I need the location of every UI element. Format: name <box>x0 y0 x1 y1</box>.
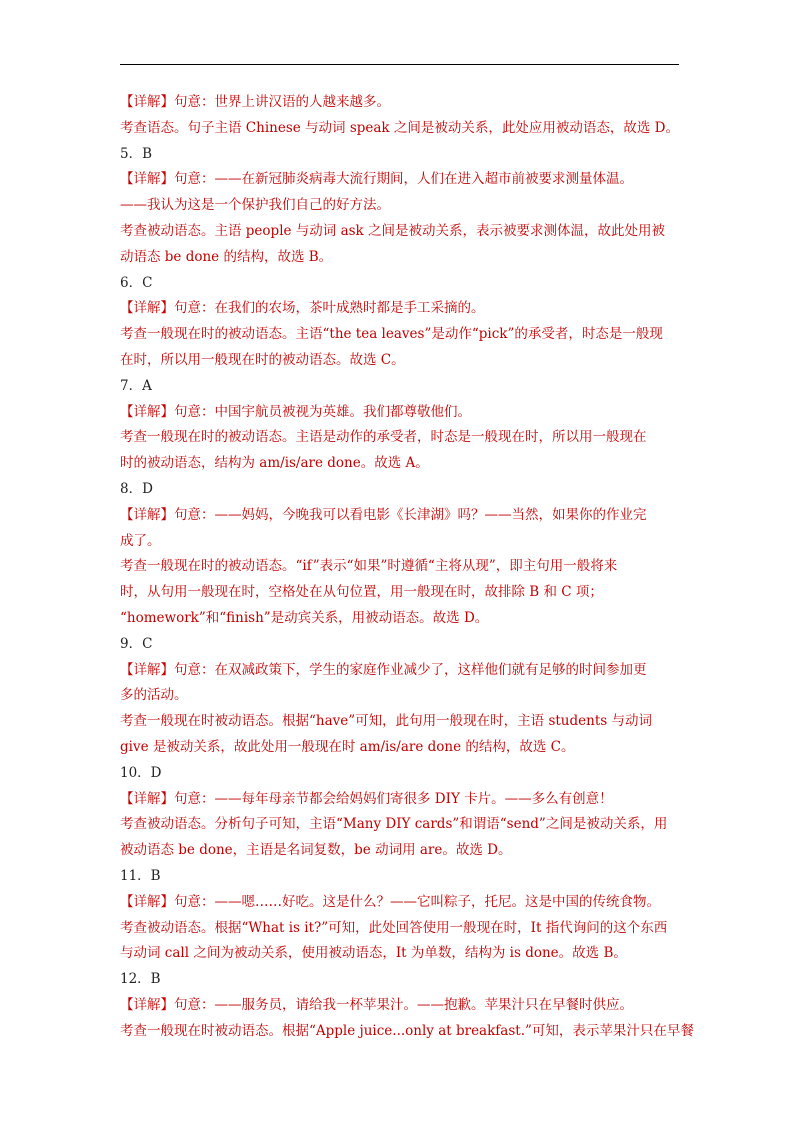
answer-explanation-line: 【详解】句意：——嗯……好吃。这是什么？——它叫粽子，托尼。这是中国的传统食物。 <box>120 893 660 910</box>
question-number: 12．B <box>120 971 161 988</box>
question-number: 5．B <box>120 145 153 162</box>
answer-explanation-line: 【详解】句意：——在新冠肺炎病毒大流行期间，人们在进入超市前被要求测量体温。 <box>120 171 633 188</box>
answer-explanation-line: 考查一般现在时的被动语态。主语“the tea leaves”是动作“pick”的承受者，时态是一般现 <box>120 326 663 343</box>
answer-explanation-line: 考查一般现在时的被动语态。“if”表示“如果”时遵循“主将从现”，即主句用一般将来 <box>120 558 618 575</box>
header-rule <box>120 64 679 65</box>
answer-explanation-line: 考查被动语态。主语 people 与动词 ask 之间是被动关系，表示被要求测体温，故此处用被 <box>120 222 666 239</box>
answer-explanation-line: “homework”和“finish”是动宾关系，用被动语态。故选 D。 <box>120 609 489 626</box>
question-number: 8．D <box>120 480 153 497</box>
answer-explanation-line: 在时，所以用一般现在时的被动语态。故选 C。 <box>120 351 405 368</box>
answer-explanation-line: 成了。 <box>120 532 161 549</box>
answer-explanation-line: ——我认为这是一个保护我们自己的好方法。 <box>120 197 390 214</box>
answer-explanation-line: 【详解】句意：——每年母亲节都会给妈妈们寄很多 DIY 卡片。——多么有创意！ <box>120 790 613 807</box>
question-number: 11．B <box>120 867 161 884</box>
answer-explanation-line: 【详解】句意：——服务员，请给我一杯苹果汁。——抱歉。苹果汁只在早餐时供应。 <box>120 996 633 1013</box>
answer-explanation-line: 与动词 call 之间为被动关系，使用被动语态，It 为单数，结构为 is done。故选 B。 <box>120 945 627 962</box>
answer-explanation-line: 考查一般现在时被动语态。根据“Apple juice...only at breakfast.”可知，表示苹果汁只在早餐 <box>120 1022 694 1039</box>
answer-explanation-line: 【详解】句意：在我们的农场，茶叶成熟时都是手工采摘的。 <box>120 300 485 317</box>
answer-explanation-line: 【详解】句意：中国宇航员被视为英雄。我们都尊敬他们。 <box>120 403 471 420</box>
question-number: 6．C <box>120 274 153 291</box>
answer-explanation-line: 考查语态。句子主语 Chinese 与动词 speak 之间是被动关系，此处应用被动语态，故选 D。 <box>120 119 680 136</box>
answer-explanation-line: 多的活动。 <box>120 687 188 704</box>
answer-explanation-line: 【详解】句意：——妈妈，今晚我可以看电影《长津湖》吗？——当然，如果你的作业完 <box>120 506 647 523</box>
answer-explanation-line: 考查被动语态。根据“What is it?”可知，此处回答使用一般现在时，It 指代询问的这个东西 <box>120 919 668 936</box>
answer-explanation-line: 动语态 be done 的结构，故选 B。 <box>120 248 333 265</box>
answer-explanation-line: 【详解】句意：世界上讲汉语的人越来越多。 <box>120 94 390 110</box>
question-number: 9．C <box>120 635 153 652</box>
answer-explanation-line: 【详解】句意：在双减政策下，学生的家庭作业减少了，这样他们就有足够的时间参加更 <box>120 661 647 678</box>
question-number: 7．A <box>120 377 152 394</box>
answer-key-content <box>120 90 694 1044</box>
answer-explanation-line: 时，从句用一般现在时，空格处在从句位置，用一般现在时，故排除 B 和 C 项； <box>120 584 603 601</box>
answer-explanation-line: 被动语态 be done，主语是名词复数，be 动词用 are。故选 D。 <box>120 842 512 859</box>
answer-explanation-line: 考查一般现在时被动语态。根据“have”可知，此句用一般现在时，主语 students 与动词 <box>120 713 652 730</box>
question-number: 10．D <box>120 764 162 781</box>
answer-explanation-line: 时的被动语态，结构为 am/is/are done。故选 A。 <box>120 455 429 472</box>
answer-explanation-line: 考查一般现在时的被动语态。主语是动作的承受者，时态是一般现在时，所以用一般现在 <box>120 429 647 446</box>
answer-explanation-line: give 是被动关系，故此处用一般现在时 am/is/are done 的结构，故选 C。 <box>120 738 575 755</box>
answer-explanation-line: 考查被动语态。分析句子可知，主语“Many DIY cards”和谓语“send”之间是被动关系，用 <box>120 816 668 833</box>
